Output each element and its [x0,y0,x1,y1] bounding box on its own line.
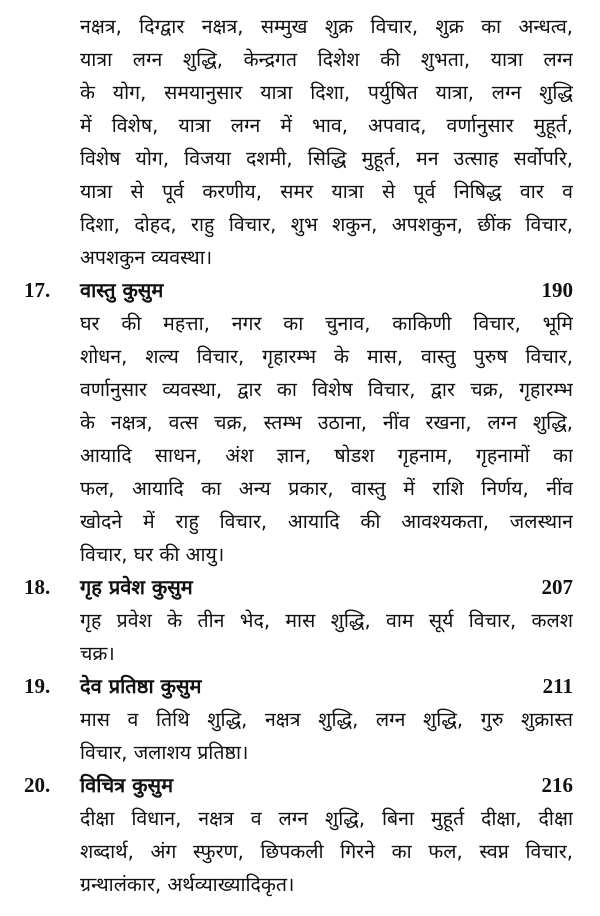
text-line: नक्षत्र, दिग्द्वार नक्षत्र, सम्मुख शुक्र विचार, शुक्र का अन्धत्व, [80,15,573,38]
text-line: में विशेष, यात्रा लग्न में भाव, अपवाद, वर्णानुसार मुहूर्त, [80,114,573,137]
text-line: दिशा, दोहद, राहु विचार, शुभ शकुन, अपशकुन, छींक विचार, [80,213,573,236]
text-line: दीक्षा विधान, नक्षत्र व लग्न शुद्धि, बिना मुहूर्त दीक्षा, दीक्षा [80,807,573,830]
entry-page-number: 190 [541,278,573,302]
text-line: वर्णानुसार व्यवस्था, द्वार का विशेष विचार, द्वार चक्र, गृहारम्भ [80,378,573,401]
entry-number: 19. [24,674,51,698]
text-line: अपशकुन व्यवस्था। [80,246,213,269]
entry-page-number: 207 [541,575,573,599]
text-line: मास व तिथि शुद्धि, नक्षत्र शुद्धि, लग्न शुद्धि, गुरु शुक्रास्त [80,708,573,731]
text-line: यात्रा लग्न शुद्धि, केन्द्रगत दिशेश की शुभता, यात्रा लग्न [80,48,573,71]
text-line: गृह प्रवेश के तीन भेद, मास शुद्धि, वाम सूर्य विचार, कलश [80,609,573,632]
entry-number: 17. [24,278,51,302]
toc-entry-20 [0,769,600,901]
text-line: विचार, जलाशय प्रतिष्ठा। [80,741,249,764]
entry-title: गृह प्रवेश कुसुम [80,575,193,599]
toc-entry-17 [0,274,600,571]
text-line: फल, आयादि का अन्य प्रकार, वास्तु में राशि निर्णय, नींव [80,477,573,500]
entry-title: विचित्र कुसुम [80,773,174,797]
text-line: विचार, घर की आयु। [80,543,225,566]
text-line: खोदने में राहु विचार, आयादि की आवश्यकता, जलस्थान [80,510,573,533]
text-line: ग्रन्थालंकार, अर्थव्याख्यादिकृत। [80,873,295,896]
intro-continuation [0,10,600,274]
entry-heading [0,670,600,703]
entry-title: वास्तु कुसुम [80,278,164,302]
text-line: घर की महत्ता, नगर का चुनाव, काकिणी विचार, भूमि [80,312,573,335]
entry-number: 20. [24,773,51,797]
entry-number: 18. [24,575,51,599]
text-line: यात्रा से पूर्व करणीय, समर यात्रा से पूर्व निषिद्ध वार व [80,180,573,203]
entry-heading [0,571,600,604]
entry-heading [0,274,600,307]
text-line: शब्दार्थ, अंग स्फुरण, छिपकली गिरने का फल, स्वप्न विचार, [80,840,573,863]
entry-heading [0,769,600,802]
entry-page-number: 216 [541,773,573,797]
text-line: आयादि साधन, अंश ज्ञान, षोडश गृहनाम, गृहनामों का [80,444,573,467]
entry-page-number: 211 [542,674,573,698]
toc-entry-19 [0,670,600,769]
text-line: के योग, समयानुसार यात्रा दिशा, पर्युषित यात्रा, लग्न शुद्धि [80,81,573,104]
entry-title: देव प्रतिष्ठा कुसुम [80,674,202,698]
text-line: विशेष योग, विजया दशमी, सिद्धि मुहूर्त, मन उत्साह सर्वोपरि, [80,147,573,170]
toc-entry-18 [0,571,600,670]
text-line: शोधन, शल्य विचार, गृहारम्भ के मास, वास्तु पुरुष विचार, [80,345,573,368]
text-line: के नक्षत्र, वत्स चक्र, स्तम्भ उठाना, नींव रखना, लग्न शुद्धि, [80,411,573,434]
text-line: चक्र। [80,642,115,665]
